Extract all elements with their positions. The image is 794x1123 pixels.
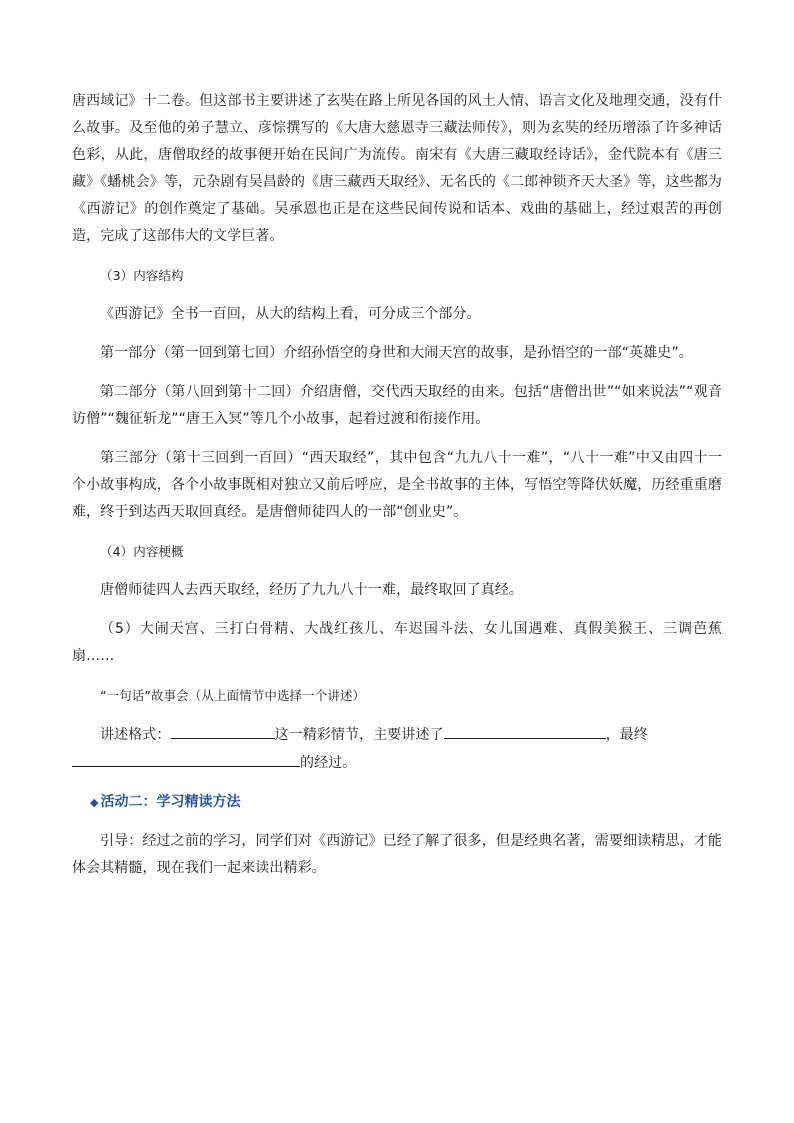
summary-paragraph: 唐僧师徒四人去西天取经，经历了九九八十一难，最终取回了真经。 [100,582,523,598]
part-three-paragraph: 第三部分（第十三回到一百回）“西天取经”，其中包含“九九八十一难”，“八十一难”中又由四十一个小故事构成，各个小故事既相对独立又前后呼应，是全书故事的主体，写悟空等降伏妖魔，历经重重磨难，终于到达西天取回真经。是唐僧师徒四人的一部“创业史”。 [72,450,722,520]
episodes-paragraph: （5）大闹天宫、三打白骨精、大战红孩儿、车迟国斗法、女儿国遇难、真假美猴王、三调芭蕉扇…… [72,621,722,664]
format-text-finally: ，最终 [605,727,649,743]
guide-paragraph: 引导：经过之前的学习，同学们对《西游记》已经了解了很多，但是经典名著，需要细读精思，才能体会其精髓，现在我们一起来读出精彩。 [72,833,722,876]
section-title-content-structure: （3）内容结构 [100,268,184,283]
diamond-bullet-icon: ◆ [90,796,99,809]
document-page [72,88,722,894]
blank-line-content[interactable] [444,721,606,739]
format-text-main: 这一精彩情节，主要讲述了 [274,727,444,743]
story-meeting-prompt: “一句话”故事会（从上面情节中选择一个讲述） [100,688,366,703]
intro-paragraph: 唐西域记》十二卷。但这部书主要讲述了玄奘在路上所见各国的风土人情、语言文化及地理交通，没有什么故事。及至他的弟子慧立、彦悰撰写的《大唐大慈恩寺三藏法师传》，则为玄奘的经历增添了许多神话色彩，从此，唐僧取经的故事便开始在民间广为流传。南宋有《大唐三藏取经诗话》，金代院本有《唐三藏》《蟠桃会》等，元杂剧有吴昌龄的《唐三藏西天取经》、无名氏的《二郎神锁齐天大圣》等，这些都为《西游记》的创作奠定了基础。吴承恩也正是在这些民间传说和话本、戏曲的基础上，经过艰苦的再创造，完成了这部伟大的文学巨著。 [72,93,722,244]
blank-line-result[interactable] [72,749,300,767]
format-text-end: 的经过。 [300,755,357,771]
activity-two-title: 活动二：学习精读方法 [100,794,241,810]
part-two-paragraph: 第二部分（第八回到第十二回）介绍唐僧，交代西天取经的由来。包括“唐僧出世”“如来说法”“观音访僧”“魏征斩龙”“唐王入冥”等几个小故事，起着过渡和衔接作用。 [72,384,722,427]
section-title-content-summary: （4）内容梗概 [100,544,184,559]
blank-line-episode[interactable] [171,721,275,739]
structure-overview: 《西游记》全书一百回，从大的结构上看，可分成三个部分。 [100,306,481,322]
narration-format [72,721,722,777]
format-label: 讲述格式： [100,727,171,743]
activity-two-heading [90,789,722,816]
part-one-paragraph: 第一部分（第一回到第七回）介绍孙悟空的身世和大闹天宫的故事，是孙悟空的一部“英雄史”。 [100,345,693,361]
